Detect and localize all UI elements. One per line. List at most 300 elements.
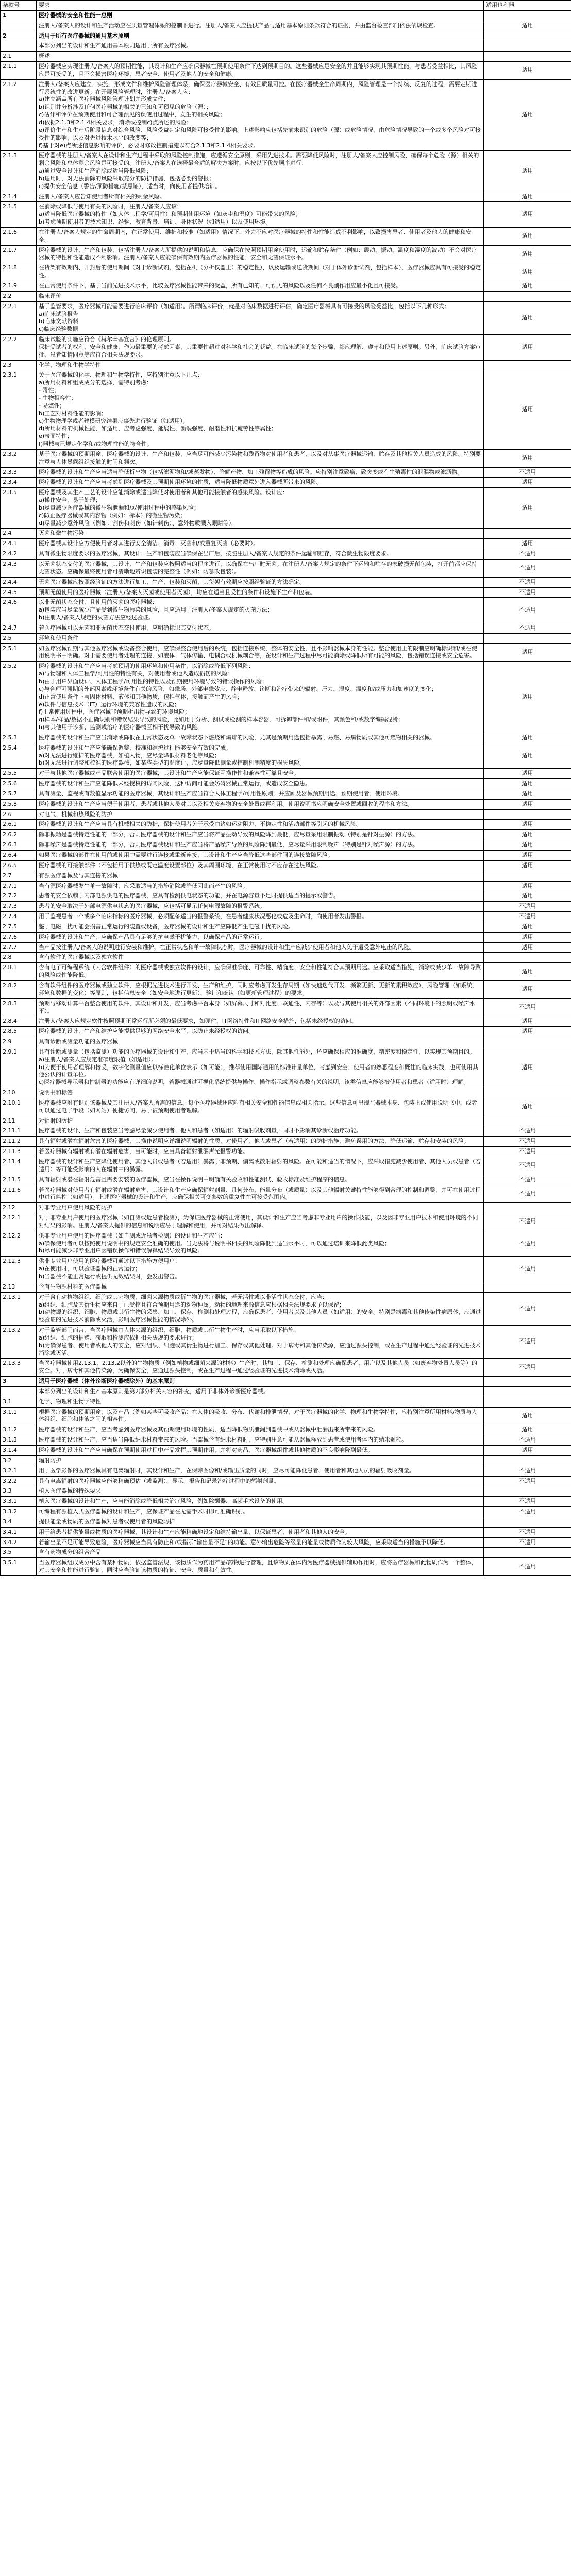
requirement-cell: 适用于医疗器械（体外诊断医疗器械除外）的基本原则	[37, 1377, 484, 1387]
applicability-cell	[484, 1282, 571, 1292]
applicability-cell: 适用	[484, 980, 571, 998]
applicability-cell: 适用	[484, 62, 571, 80]
table-row	[1, 449, 571, 467]
table-row	[1, 980, 571, 998]
table-row	[1, 1455, 571, 1466]
clause-no-cell: 3.1.3	[1, 1435, 37, 1446]
clause-no-cell: 2.13.1	[1, 1292, 37, 1325]
clause-no-cell: 2.2	[1, 291, 37, 301]
clause-no-cell: 2.9.1	[1, 1047, 37, 1088]
table-row	[1, 902, 571, 912]
requirement-cell: 当医疗器械组成成分中含有某种物质，依据监管法规，该物质作为药用产品/药物进行管理，且该物质在体内为医疗器械提供辅助作用时，应将医疗器械和此物质作为一个整体，对其安全和性能进行验证，同时应当验证该物质的特征、安全、质量和有效性。	[37, 1558, 484, 1576]
table-row	[1, 31, 571, 41]
clause-no-cell: 2.7.1	[1, 881, 37, 891]
requirement-cell: 当产品按注册人/备案人的说明进行安装和维护，在正常状态和单一故障状态时，医疗器械的设计和生产应减少使用者和他人免于遭受意外电击的风险。	[37, 942, 484, 953]
requirement-cell: 临床试验的实施应符合《赫尔辛基宣言》的伦理原则。 保护受试者的权利、安全和健康，作为最重要的考虑因素，其重要性超过对科学和社会的获益。在临床试验的每个步骤，都应理解、遵守和使用上述原则。另外，临床试验方案审批、患者知情同意等应符合相关法规要求。	[37, 335, 484, 361]
requirement-cell: 无菌医疗器械应按照经验证的方法进行加工、生产、包装和灭菌，其货架有效期应按照经验证的方法确定。	[37, 577, 484, 587]
table-row	[1, 467, 571, 478]
table-row	[1, 263, 571, 281]
applicability-cell	[484, 953, 571, 963]
requirement-cell: 医疗器械的设计、生产和维护应能提供足够的网络安全水平，以防止未经授权的访问。	[37, 1027, 484, 1037]
requirement-cell: 提供能量或物质的医疗器械对患者或使用者的风险防护	[37, 1517, 484, 1527]
applicability-cell: 适用	[484, 192, 571, 202]
clause-no-cell: 2.8.5	[1, 1027, 37, 1037]
applicability-cell: 适用	[484, 1098, 571, 1116]
clause-no-cell: 2.10	[1, 1088, 37, 1098]
requirement-cell: 除非振动是器械特定性能的一部分，否则医疗器械的设计和生产应当将产品振动导致的风险降到最低，应尽量采用限制振动（特别是针对振源）的方法。	[37, 830, 484, 840]
applicability-cell	[484, 809, 571, 820]
applicability-cell: 不适用	[484, 577, 571, 587]
applicability-cell: 适用	[484, 799, 571, 809]
table-row	[1, 1407, 571, 1425]
clause-no-cell: 2.3.2	[1, 449, 37, 467]
applicability-cell: 适用	[484, 942, 571, 953]
table-row	[1, 10, 571, 21]
applicability-cell: 不适用	[484, 1137, 571, 1147]
clause-no-cell: 2.4.3	[1, 560, 37, 578]
clause-no-cell: 2.3.1	[1, 370, 37, 449]
clause-no-cell: 2.9	[1, 1037, 37, 1047]
clause-no-cell: 2.7.7	[1, 942, 37, 953]
requirement-cell: 注册人/备案人应建立、实施、形成文件和维护风险管理体系，确保医疗器械安全、有效且质量可控。在医疗器械全生命周期内，风险管理是一个持续、反复的过程，需要定期进行系统性的改进更新。在开展风险管理时，注册人/备案人应： a)建立涵盖所有医疗器械风险管理计划并形成文件； b)识别并分析涉及任何医疗器械的相关的已知和可预见的危险（源）； c)估计和评价在预期使用和可合理预见的误使用过程中，发生的相关风险； d)依据2.1.3和2.1.4相关要求，消除或控制c)点所述的风险； e)评价生产和生产后阶段信息对综合风险、风险受益判定和风险可接受性的影响。上述影响应包括先前未识别的危险（源）或危险情况，由危险情况导致的一个或多个风险对可接受性的影响，以及对先进技术水平的改变等； f)基于对e)点所述信息影响的评价，必要时修改控制措施以符合2.1.3和2.1.4相关要求。	[37, 79, 484, 151]
applicability-cell: 适用	[484, 1016, 571, 1027]
table-row	[1, 881, 571, 891]
applicability-cell	[484, 1037, 571, 1047]
requirement-cell: 辐射防护	[37, 1455, 484, 1466]
requirement-cell: 对非专业用户使用风险的防护	[37, 1203, 484, 1213]
table-row	[1, 743, 571, 769]
requirement-cell: 在货架有效期内、开封后的使用期间（对于诊断试剂，包括在机（分析仪器上）的稳定性），以及运输或送货期间（对于体外诊断试剂，包括样本），医疗器械应具有可接受的稳定性。	[37, 263, 484, 281]
table-row	[1, 1175, 571, 1185]
applicability-cell: 不适用	[484, 912, 571, 922]
requirement-cell: 具有诊断或测量功能的医疗器械	[37, 1037, 484, 1047]
requirement-cell: 供非专业用户使用的医疗器械（如自测或近患者检测）的设计和生产应当： a)确保使用者可以按照使用说明书的规定安全准确的使用。当无法将与说明书相关的风险降低到适当水平时，可以通过培训来降低此类风险； b)尽可能减少非专业用户因错误操作和错误解释结果导致的风险。	[37, 1231, 484, 1257]
applicability-cell: 适用	[484, 1407, 571, 1425]
requirement-cell: 含有软件的医疗器械以及独立软件	[37, 953, 484, 963]
requirement-cell: 关于医疗器械的化学、物理和生物学特性，应特别注意以下几点： a)所用材料和组成成分的选择，需特别考虑： - 毒性； - 生物相容性； - 易燃性； b)工艺对材料性能的影响； c)生物物理学或者建模研究结果应事先进行验证（如适用）； d)所用材料的机械性能，如适用，应考虑强度、延展性、断裂强度、耐磨性和抗疲劳性等属性； e)表面特性； f)器械与已规定化学和/或物理性能的符合性。	[37, 370, 484, 449]
table-row	[1, 41, 571, 52]
table-row	[1, 953, 571, 963]
requirement-cell: 当医疗器械使用2.13.1、2.13.2以外的生物物质（例如植物或细菌来源的材料）生产时，其加工、保存、检测和处理应确保患者、用户以及其他人员（如废弃物处置人员等）的安全。对于病毒和其他传染源，为确保安全，应通过源头控制，或在生产过程中通过经验证的先进技术消除或灭活。	[37, 1359, 484, 1377]
applicability-cell: 适用	[484, 1446, 571, 1456]
requirement-cell: 对于与其他医疗器械或产品联合使用的医疗器械，其设计和生产应能保证互操作性和兼容性可靠且安全。	[37, 769, 484, 779]
clause-no-cell: 2.4.4	[1, 577, 37, 587]
requirement-cell: 注册人/备案人应规定软件按照预期正常运行所必须的最低要求，如硬件、IT网络特性和IT网络安全措施，包括未经授权的访问。	[37, 1016, 484, 1027]
table-row	[1, 830, 571, 840]
clause-no-cell: 2.6.5	[1, 860, 37, 871]
applicability-cell	[484, 41, 571, 52]
requirement-cell: 医疗器械其设计应方便使用者对其进行安全清洁、消毒、灭菌和/或重复灭菌（必要时）。	[37, 539, 484, 549]
clause-no-cell: 2.11.1	[1, 1126, 37, 1137]
applicability-cell: 不适用	[484, 560, 571, 578]
clause-no-cell: 2.7.5	[1, 922, 37, 932]
table-row	[1, 891, 571, 902]
clause-no-cell: 2.7.3	[1, 902, 37, 912]
table-row	[1, 539, 571, 549]
table-row	[1, 1016, 571, 1027]
clause-no-cell: 2.4.2	[1, 549, 37, 560]
requirement-cell: 医疗器械的设计和生产应当考虑预期的使用环境和使用条件，以消除或降低下列风险： a)与物理和人体工程学/可用性的特性有关，对使用者或他人造成损伤的风险； b)由于用户界面设计、人体工程学/可用性的特性以及预期使用环境导致的错误操作的风险； c)与合理可预期的外部因素或环境条件有关的风险，如磁场、外部电磁效应、静电释放、诊断和治疗带来的辐射、压力、湿度、温度和/或压力和加速度的变化； d)正常使用条件下与固体材料、液体和其他物质，包括气体，接触而产生的风险； e)软件与信息技术（IT）运行环境的兼容性造成的风险； f)正常使用过程中，医疗器械非预期析出物导致的环境风险； g)样本/样品/数据不正确识别和错误结果导致的风险，比如用于分析、测试或检测的样本容器、可拆卸部件和/或附件，其颜色和/或数字编码混淆； h)与其他用于诊断、监测或治疗的医疗器械互相干扰导致的风险。	[37, 662, 484, 733]
table-row	[1, 488, 571, 529]
table-row	[1, 1537, 571, 1548]
requirement-cell: 用于医学影像的医疗器械具有电离辐射时，其设计和生产，在保障图像和/或输出质量的同时，应尽可能降低患者、使用者和其他人员的辐射吸收剂量。	[37, 1466, 484, 1476]
clause-no-cell: 2.5.4	[1, 743, 37, 769]
applicability-cell	[484, 10, 571, 21]
clause-no-cell: 2.8.1	[1, 963, 37, 981]
applicability-cell: 适用	[484, 21, 571, 31]
table-row	[1, 1231, 571, 1257]
table-row	[1, 1137, 571, 1147]
applicability-cell: 不适用	[484, 1537, 571, 1548]
table-row	[1, 912, 571, 922]
applicability-cell	[484, 529, 571, 539]
clause-no-cell: 2.1.1	[1, 62, 37, 80]
table-row	[1, 1027, 571, 1037]
clause-no-cell: 2.1.2	[1, 79, 37, 151]
requirement-cell: 医疗器械的设计和生产应当消除或降低在正常状态及单一故障状态下燃烧和爆炸的风险，尤其是预期用途包括暴露于易燃、易爆物质或其他可燃物相关的器械。	[37, 733, 484, 743]
requirement-cell: 医疗器械的设计和生产，应当考虑到医疗器械及其预期使用环境的性质，适当降低物质泄漏到器械中或从器械中泄漏出来所带来的风险。	[37, 1425, 484, 1435]
table-row	[1, 1282, 571, 1292]
clause-no-cell: 1	[1, 10, 37, 21]
applicability-cell: 适用	[484, 922, 571, 932]
applicability-cell: 不适用	[484, 1476, 571, 1486]
clause-no-cell: 2.4.6	[1, 598, 37, 623]
applicability-cell	[484, 291, 571, 301]
clause-no-cell: 3.4.1	[1, 1527, 37, 1537]
requirement-cell: 若输出量不足可能导致危险，医疗器械应当具有防止和/或指示“输出量不足”的功能。意外输出危险等级量的能量或物质作为较大风险，应采取适当的措施予以降低。	[37, 1537, 484, 1548]
table-row	[1, 1326, 571, 1359]
table-row	[1, 1126, 571, 1137]
applicability-cell: 不适用	[484, 1558, 571, 1576]
header-requirement: 要求	[37, 1, 484, 11]
applicability-cell: 适用	[484, 769, 571, 779]
applicability-cell: 不适用	[484, 1497, 571, 1507]
requirement-cell: 在注册人/备案人规定的生命周期内，在正常使用、维护和校准（如适用）情况下，外力不应对医疗器械的特性和性能造成不利影响，以致损害患者、使用者及他人的健康和安全。	[37, 227, 484, 245]
table-row	[1, 1116, 571, 1126]
clause-no-cell: 2.8.2	[1, 980, 37, 998]
requirement-cell: 若医疗器械对使用者有辐射或潜在辐射危害，其设计和生产应确保辐射剂量、几何分布、能量分布（或质量）以及其他辐射关键特性能够得到合理的控制和调整，并可在使用过程中进行监控（如适用）。上述医疗器械的设计和生产，应确保相关可变参数的重复性在可接受范围内。	[37, 1185, 484, 1203]
requirement-cell: 基于医疗器械的预期用途，医疗器械的设计、生产和包装，应当尽可能减少污染物和残留物对使用者和患者，以及对从事医疗器械运输、贮存及其他相关人员造成的风险。特别要注意与人体暴露组织接触的时间和频次。	[37, 449, 484, 467]
applicability-cell: 适用	[484, 830, 571, 840]
requirement-cell: 预期与移动计算平台整合使用的软件，其设计和开发，应当考虑平台本身（如屏幕尺寸和对比度、联通性、内存等）以及与其使用相关的外部因素（不同环境下的照明或噪声水平）。	[37, 998, 484, 1016]
clause-no-cell: 2.5.8	[1, 799, 37, 809]
requirement-cell: 植入医疗器械的设计和生产，应当能消除或降低相关治疗风险，例如除颤器、高频手术设备的使用。	[37, 1497, 484, 1507]
table-row	[1, 1088, 571, 1098]
requirement-cell: 以非无菌状态交付，且使用前灭菌的医疗器械： a)包装应当尽量减少产品受到微生物污染的风险，且应适用于注册人/备案人规定的灭菌方法； b)注册人/备案人规定的灭菌方法应经过验证。	[37, 598, 484, 623]
requirement-cell: 如医疗器械预期与其他医疗器械或设备整合使用，应确保整合使用后的系统，包括连接系统，整体的安全性，且不影响器械本身的性能。整合使用上的限制应明确标识和/或在使用说明书中明确。对于需要使用者处理的连接，如液体、气体传输、电耦合或机械耦合等，在设计和生产过程中尽可能消除或降低所有可能的风险，包括错误连接或安全危害。	[37, 643, 484, 662]
clause-no-cell: 2.12.2	[1, 1231, 37, 1257]
clause-no-cell: 2.11.3	[1, 1147, 37, 1157]
table-row	[1, 1098, 571, 1116]
table-row	[1, 1257, 571, 1282]
requirement-cell: 说明书和标签	[37, 1088, 484, 1098]
applicability-cell	[484, 1455, 571, 1466]
clause-no-cell: 2.13	[1, 1282, 37, 1292]
requirement-cell: 若医疗器械有辐射或有潜在辐射危害，当可能时，应当具备辐射泄漏声光报警功能。	[37, 1147, 484, 1157]
table-row	[1, 560, 571, 578]
applicability-cell: 不适用	[484, 1435, 571, 1446]
applicability-cell: 适用	[484, 79, 571, 151]
requirement-cell: 鉴于电磁干扰可能会损害正常运行的装置或设备，医疗器械的设计和生产应降低产生电磁干扰的风险。	[37, 922, 484, 932]
applicability-cell: 适用	[484, 1047, 571, 1088]
table-row	[1, 1446, 571, 1456]
clause-no-cell: 2.5.6	[1, 779, 37, 789]
requirement-cell: 基于监管要求，医疗器械可能需要进行临床评价（如适用）。所谓临床评价，就是对临床数据进行评估，确定医疗器械具有可接受的风险受益比，包括以下几种形式： a)临床试验报告 b)临床文献资料 c)临床经验数据	[37, 301, 484, 334]
requirement-cell: 本部分列出的设计和生产通用基本原则适用于所有医疗器械。	[37, 41, 484, 52]
table-row	[1, 789, 571, 799]
applicability-cell: 不适用	[484, 902, 571, 912]
clause-no-cell: 3.2	[1, 1455, 37, 1466]
clause-no-cell: 2.5.7	[1, 789, 37, 799]
requirement-cell: 医疗器械的设计和生产应当确保在预期使用过程中产品发挥其预期作用，并将对药品、医疗器械组件或其他物质的不良影响降到最低。	[37, 1446, 484, 1456]
requirement-cell: 当有源医疗器械发生单一故障时，应采取适当的措施消除或降低因此而产生的风险。	[37, 881, 484, 891]
clause-no-cell: 3.3.2	[1, 1507, 37, 1517]
applicability-cell: 适用	[484, 820, 571, 830]
clause-no-cell: 2.7.4	[1, 912, 37, 922]
applicability-cell: 适用	[484, 1425, 571, 1435]
clause-no-cell: 3.2.1	[1, 1466, 37, 1476]
table-row	[1, 1507, 571, 1517]
table-row	[1, 1527, 571, 1537]
applicability-cell: 适用	[484, 733, 571, 743]
clause-no-cell: 2.5.1	[1, 643, 37, 662]
table-row	[1, 1425, 571, 1435]
table-row	[1, 79, 571, 151]
header-applicability: 适用也利器	[484, 1, 571, 11]
applicability-cell: 不适用	[484, 998, 571, 1016]
requirement-cell: 有源医疗器械及与其连接的器械	[37, 871, 484, 881]
applicability-cell: 适用	[484, 779, 571, 789]
clause-no-cell: 2.4.1	[1, 539, 37, 549]
clause-no-cell: 2.7.2	[1, 891, 37, 902]
clause-no-cell: 2.2.1	[1, 301, 37, 334]
table-row	[1, 549, 571, 560]
table-row	[1, 1147, 571, 1157]
applicability-cell: 不适用	[484, 467, 571, 478]
applicability-cell	[484, 1386, 571, 1397]
clause-no-cell: 2.11	[1, 1116, 37, 1126]
requirement-cell: 预期无菌使用的医疗器械（注册人/备案人灭菌或使用者灭菌），均应在适当且受控的条件和设施下生产和包装。	[37, 587, 484, 598]
table-row	[1, 529, 571, 539]
applicability-cell	[484, 52, 571, 62]
table-row	[1, 227, 571, 245]
applicability-cell: 不适用	[484, 587, 571, 598]
clause-no-cell: 3.5.1	[1, 1558, 37, 1576]
table-row	[1, 291, 571, 301]
requirement-cell: 以无菌状态交付的医疗器械，其设计、生产和包装应按照适当的程序进行，以确保在出厂时无菌。在注册人/备案人规定的条件下运输和贮存的未破损无菌包装，打开前都应保持无菌状态。应确保最终使用者可清晰地辨识包装的完整性（例如：防篡改包装）。	[37, 560, 484, 578]
requirement-cell: 对于监管部门而言，当医疗器械由人体来源的组织、细胞、物质或其衍生物生产时，应当采取以下措施： a)组织、细胞的捐赠、获取和检测应依据相关法规的要求进行； b)为确保患者、使用者或他人的安全，应对组织、细胞或其衍生物进行加工、保存或其他处理。对于病毒和其他传染源，应通过源头控制，或在生产过程中通过经验证的先进技术消除或灭活。	[37, 1326, 484, 1359]
requirement-cell: 植入医疗器械的特殊要求	[37, 1486, 484, 1497]
table-row	[1, 281, 571, 292]
requirement-cell: 医疗器械的注册人/备案人在设计和生产过程中采取的风险控制措施，应遵循安全原则，采用先进技术。需要降低风险时，注册人/备案人应控制风险，确保每个危险（源）相关的剩余风险和总体剩余风险是可接受的。注册人/备案人在选择最合适的解决方案时，应按以下优先顺序进行： a)通过安全设计和生产消除或适当降低风险； b)适用时，对无法消除的风险采取充分的防护措施，包括必要的警报； c)提供安全信息（警告/预防措施/禁忌证），适当时，向使用者提供培训。	[37, 151, 484, 192]
table-row	[1, 963, 571, 981]
clause-no-cell: 3.4.2	[1, 1537, 37, 1548]
clause-no-cell: 2.5	[1, 633, 37, 643]
requirement-cell: 医疗器械的设计和生产应降低使用者、其他人员或患者（若适用）暴露于非预期、偏离或散射辐射的风险。在可能和适当的情况下，应采取措施减少使用者、其他人员或患者（若适用）等可能受影响的人在辐射中的暴露。	[37, 1157, 484, 1175]
table-row	[1, 1466, 571, 1476]
table-row	[1, 1157, 571, 1175]
requirement-cell: 适用于所有医疗器械的通用基本原则	[37, 31, 484, 41]
clause-no-cell: 3.3.1	[1, 1497, 37, 1507]
table-row	[1, 21, 571, 31]
requirement-cell: 医疗器械的设计和生产应能降低未经授权的访问风险，这种访问可能会妨碍器械正常运行，或造成安全隐患。	[37, 779, 484, 789]
applicability-cell: 不适用	[484, 1126, 571, 1137]
applicability-cell: 适用	[484, 245, 571, 263]
requirement-cell: 医疗器械应附有识别该器械及其注册人/备案人所需的信息。每个医疗器械还应附有相关安全和性能信息或相关指示。这些信息可出现在器械本身、包装上或使用说明书中，或者可以通过电子手段（如网站）便捷访问，易于被预期使用者理解。	[37, 1098, 484, 1116]
clause-no-cell: 2.5.3	[1, 733, 37, 743]
applicability-cell: 不适用	[484, 1359, 571, 1377]
table-row	[1, 52, 571, 62]
applicability-cell	[484, 1548, 571, 1558]
clause-no-cell: 2.1.6	[1, 227, 37, 245]
table-row	[1, 860, 571, 871]
requirement-cell: 若医疗器械可以无菌和非无菌状态交付使用，应明确标识其交付状态。	[37, 623, 484, 633]
requirement-cell: 含有生物源材料的医疗器械	[37, 1282, 484, 1292]
table-row	[1, 1517, 571, 1527]
clause-no-cell: 2.11.5	[1, 1175, 37, 1185]
clause-no-cell: 2.5.2	[1, 662, 37, 733]
applicability-cell: 不适用	[484, 1175, 571, 1185]
table-row	[1, 1047, 571, 1088]
clause-no-cell: 2.13.3	[1, 1359, 37, 1377]
clause-no-cell: 2.1.7	[1, 245, 37, 263]
applicability-cell	[484, 1203, 571, 1213]
applicability-cell	[484, 871, 571, 881]
table-row	[1, 840, 571, 851]
clause-no-cell: 3.5	[1, 1548, 37, 1558]
clause-no-cell: 2.12.3	[1, 1257, 37, 1282]
table-row	[1, 851, 571, 861]
applicability-cell	[484, 31, 571, 41]
clause-no-cell: 2.11.4	[1, 1157, 37, 1175]
requirement-cell: 医疗器械的设计和生产应当便于使用者、患者或其他人员对其以及相关废弃物的安全处置或再利用。使用说明书应明确安全处置或回收的程序和方法。	[37, 799, 484, 809]
applicability-cell: 适用	[484, 335, 571, 361]
clause-no-cell: 3.1.2	[1, 1425, 37, 1435]
clause-no-cell: 2.7	[1, 871, 37, 881]
table-row	[1, 577, 571, 587]
applicability-cell: 不适用	[484, 1466, 571, 1476]
table-row	[1, 643, 571, 662]
clause-no-cell	[1, 1386, 37, 1397]
applicability-cell	[484, 1116, 571, 1126]
requirement-cell: 医疗器械的可接触部件（不包括用于供热或既定温度设置部位）及其周围环境，在正常使用时不应存在过热风险。	[37, 860, 484, 871]
applicability-cell: 适用	[484, 263, 571, 281]
table-row	[1, 245, 571, 263]
applicability-cell: 不适用	[484, 1185, 571, 1203]
requirement-cell: 具有诊断或测量（包括监测）功能的医疗器械的设计和生产，应当基于适当的科学和技术方法，除其他性能外，还应确保相应的准确度、精密度和稳定性，以实现其预期目的。 a)注册人/备案人应规定准确度限值（如适用）。 b)为便于使用者理解和接受，数字化测量值应以标准化单位表示（如可能），推荐使用国际通用的标准计量单位，考虑到安全、使用者的熟悉程度和既往的临床实践，也可使用其他公认的计量单位。 c)医疗器械导示器和控制器的功能应有详细的说明，若器械通过可视化系统提供与操作、操作指示或调整参数有关的说明，该类信息应能够被使用者和患者（适用时）理解。	[37, 1047, 484, 1088]
requirement-cell: 在正常使用条件下，基于当前先进技术水平，比较医疗器械性能带来的受益，所有已知的、可预见的风险以及任何不良副作用应最小化且可接受。	[37, 281, 484, 292]
clause-no-cell: 3.1.4	[1, 1446, 37, 1456]
requirement-cell: 根据医疗器械的预期用途，以及产品（例如某些可吸收产品）在人体的吸收、分布、代谢和排泄情况，对于医疗器械的化学、物理和生物学特性，应特别注意所用材料/物质与人体组织、细胞和体液之间的相容性。	[37, 1407, 484, 1425]
table-row	[1, 587, 571, 598]
requirement-cell: 医疗器械及其生产工艺的设计应能消除或适当降低对使用者和其他可能接触者的感染风险。设计应： a)操作安全，易于处理； b)尽量减少医疗器械的微生物泄漏和/或使用过程中的感染风险； c)防止医疗器械或其内容物（例如：标本）的微生物污染； d)尽量减少意外风险（例如：割伤和刺伤（如针刺伤）、意外物质溅入眼睛等）。	[37, 488, 484, 529]
clause-no-cell: 2.10.1	[1, 1098, 37, 1116]
clause-no-cell: 2.8.3	[1, 998, 37, 1016]
clause-no-cell: 2	[1, 31, 37, 41]
applicability-cell	[484, 1486, 571, 1497]
clause-no-cell: 2.8	[1, 953, 37, 963]
applicability-cell: 不适用	[484, 1292, 571, 1325]
table-row	[1, 370, 571, 449]
requirement-cell: 含有软件组件的医疗器械或独立软件，应根据先进技术进行开发、生产和维护，同时应考虑开发生存周期（如快速迭代开发、频繁更新、更新的累积效应）、风险管理（如系统、环境和数据的变化）等原则，包括信息安全（如安全地进行更新）、验证和确认（如更新管理过程）的要求。	[37, 980, 484, 998]
clause-no-cell: 2.8.4	[1, 1016, 37, 1027]
requirement-cell: 化学、物理和生物学特性	[37, 1397, 484, 1407]
applicability-cell: 不适用	[484, 1527, 571, 1537]
clause-no-cell: 2.3.5	[1, 488, 37, 529]
table-row	[1, 1203, 571, 1213]
applicability-cell: 不适用	[484, 598, 571, 623]
table-row	[1, 1435, 571, 1446]
applicability-cell	[484, 633, 571, 643]
clause-no-cell	[1, 41, 37, 52]
clause-no-cell: 2.7.6	[1, 932, 37, 942]
applicability-cell: 适用	[484, 662, 571, 733]
clause-no-cell: 3.1	[1, 1397, 37, 1407]
applicability-cell: 适用	[484, 449, 571, 467]
requirement-cell: 具有辐射或潜在辐射危害且需要安装的医疗器械，应当在操作说明中明确有关验收和性能测试、验收标准及维护程序的信息。	[37, 1175, 484, 1185]
clause-no-cell: 2.1.4	[1, 192, 37, 202]
clause-no-cell: 3.2.2	[1, 1476, 37, 1486]
table-row	[1, 779, 571, 789]
requirement-cell: 医疗器械的设计、生产和包装应当考虑尽量减少使用者、他人和患者（如适用）的辐射吸收剂量，同时不影响其诊断或治疗功能。	[37, 1126, 484, 1137]
clause-no-cell: 2.1.8	[1, 263, 37, 281]
applicability-cell: 适用	[484, 488, 571, 529]
table-row	[1, 1292, 571, 1325]
applicability-cell: 适用	[484, 860, 571, 871]
applicability-cell	[484, 1377, 571, 1387]
table-row	[1, 998, 571, 1016]
table-row	[1, 942, 571, 953]
clause-no-cell: 2.1.9	[1, 281, 37, 292]
applicability-cell: 不适用	[484, 1147, 571, 1157]
applicability-cell: 不适用	[484, 623, 571, 633]
clause-no-cell: 3.4	[1, 1517, 37, 1527]
requirement-cell: 对辐射的防护	[37, 1116, 484, 1126]
requirement-cell: 如果医疗器械的部件在使用前或使用中需要进行连接或重新连接，其设计和生产应当降低这些部件间的连接故障风险。	[37, 851, 484, 861]
requirement-cell: 含有电子可编程系统（内含软件组件）的医疗器械或独立软件的设计，应确保准确度、可靠性、精确度、安全和性能符合其预期用途。应采取适当措施，消除或减少单一故障导致的风险或性能降低。	[37, 963, 484, 981]
applicability-cell	[484, 1397, 571, 1407]
table-row	[1, 478, 571, 488]
table-row	[1, 633, 571, 643]
applicability-cell: 适用	[484, 202, 571, 228]
clause-no-cell: 2.6.2	[1, 830, 37, 840]
clause-no-cell: 2.13.2	[1, 1326, 37, 1359]
clause-no-cell: 2.4.7	[1, 623, 37, 633]
clause-no-cell: 2.6.3	[1, 840, 37, 851]
clause-no-cell: 2.12.1	[1, 1213, 37, 1231]
table-row	[1, 62, 571, 80]
applicability-cell: 适用	[484, 370, 571, 449]
clause-no-cell: 2.12	[1, 1203, 37, 1213]
applicability-cell: 适用	[484, 151, 571, 192]
requirement-cell: 用于监视患者一个或多个临床指标的医疗器械，必须配备适当的报警系统，在患者健康状况恶化或危及生命时，向使用者发出警报。	[37, 912, 484, 922]
clause-no-cell: 3	[1, 1377, 37, 1387]
table-row	[1, 1037, 571, 1047]
applicability-cell: 不适用	[484, 549, 571, 560]
table-row	[1, 202, 571, 228]
requirement-cell: 环境和使用条件	[37, 633, 484, 643]
clause-no-cell: 2.4.5	[1, 587, 37, 598]
applicability-cell	[484, 1517, 571, 1527]
applicability-cell: 适用	[484, 301, 571, 334]
applicability-cell	[484, 360, 571, 370]
clause-no-cell: 2.1.3	[1, 151, 37, 192]
requirement-cell: 对电气、机械和热风险的防护	[37, 809, 484, 820]
table-row	[1, 1213, 571, 1231]
table-row	[1, 1185, 571, 1203]
clause-no-cell: 2.6.4	[1, 851, 37, 861]
requirement-cell: 对于含有动植物组织、细胞或其它物质，细菌来源物质或衍生物的医疗器械，若无活性或以非活性状态交付，应当： a)组织、细胞及其衍生物应来自于已受控且符合预期用途的动物种属。动物的地理来源信息应根据相关法规要求予以保留； b)动物源的组织、细胞、物质或其衍生物的采集、加工、保存、检测和处理过程，应确保患者、使用者以及其他人员（如适用）的安全。特别是病毒和其他传染性病原体，应通过经验证的先进技术消除或灭活，影响医疗器械性能的情况除外。	[37, 1292, 484, 1325]
